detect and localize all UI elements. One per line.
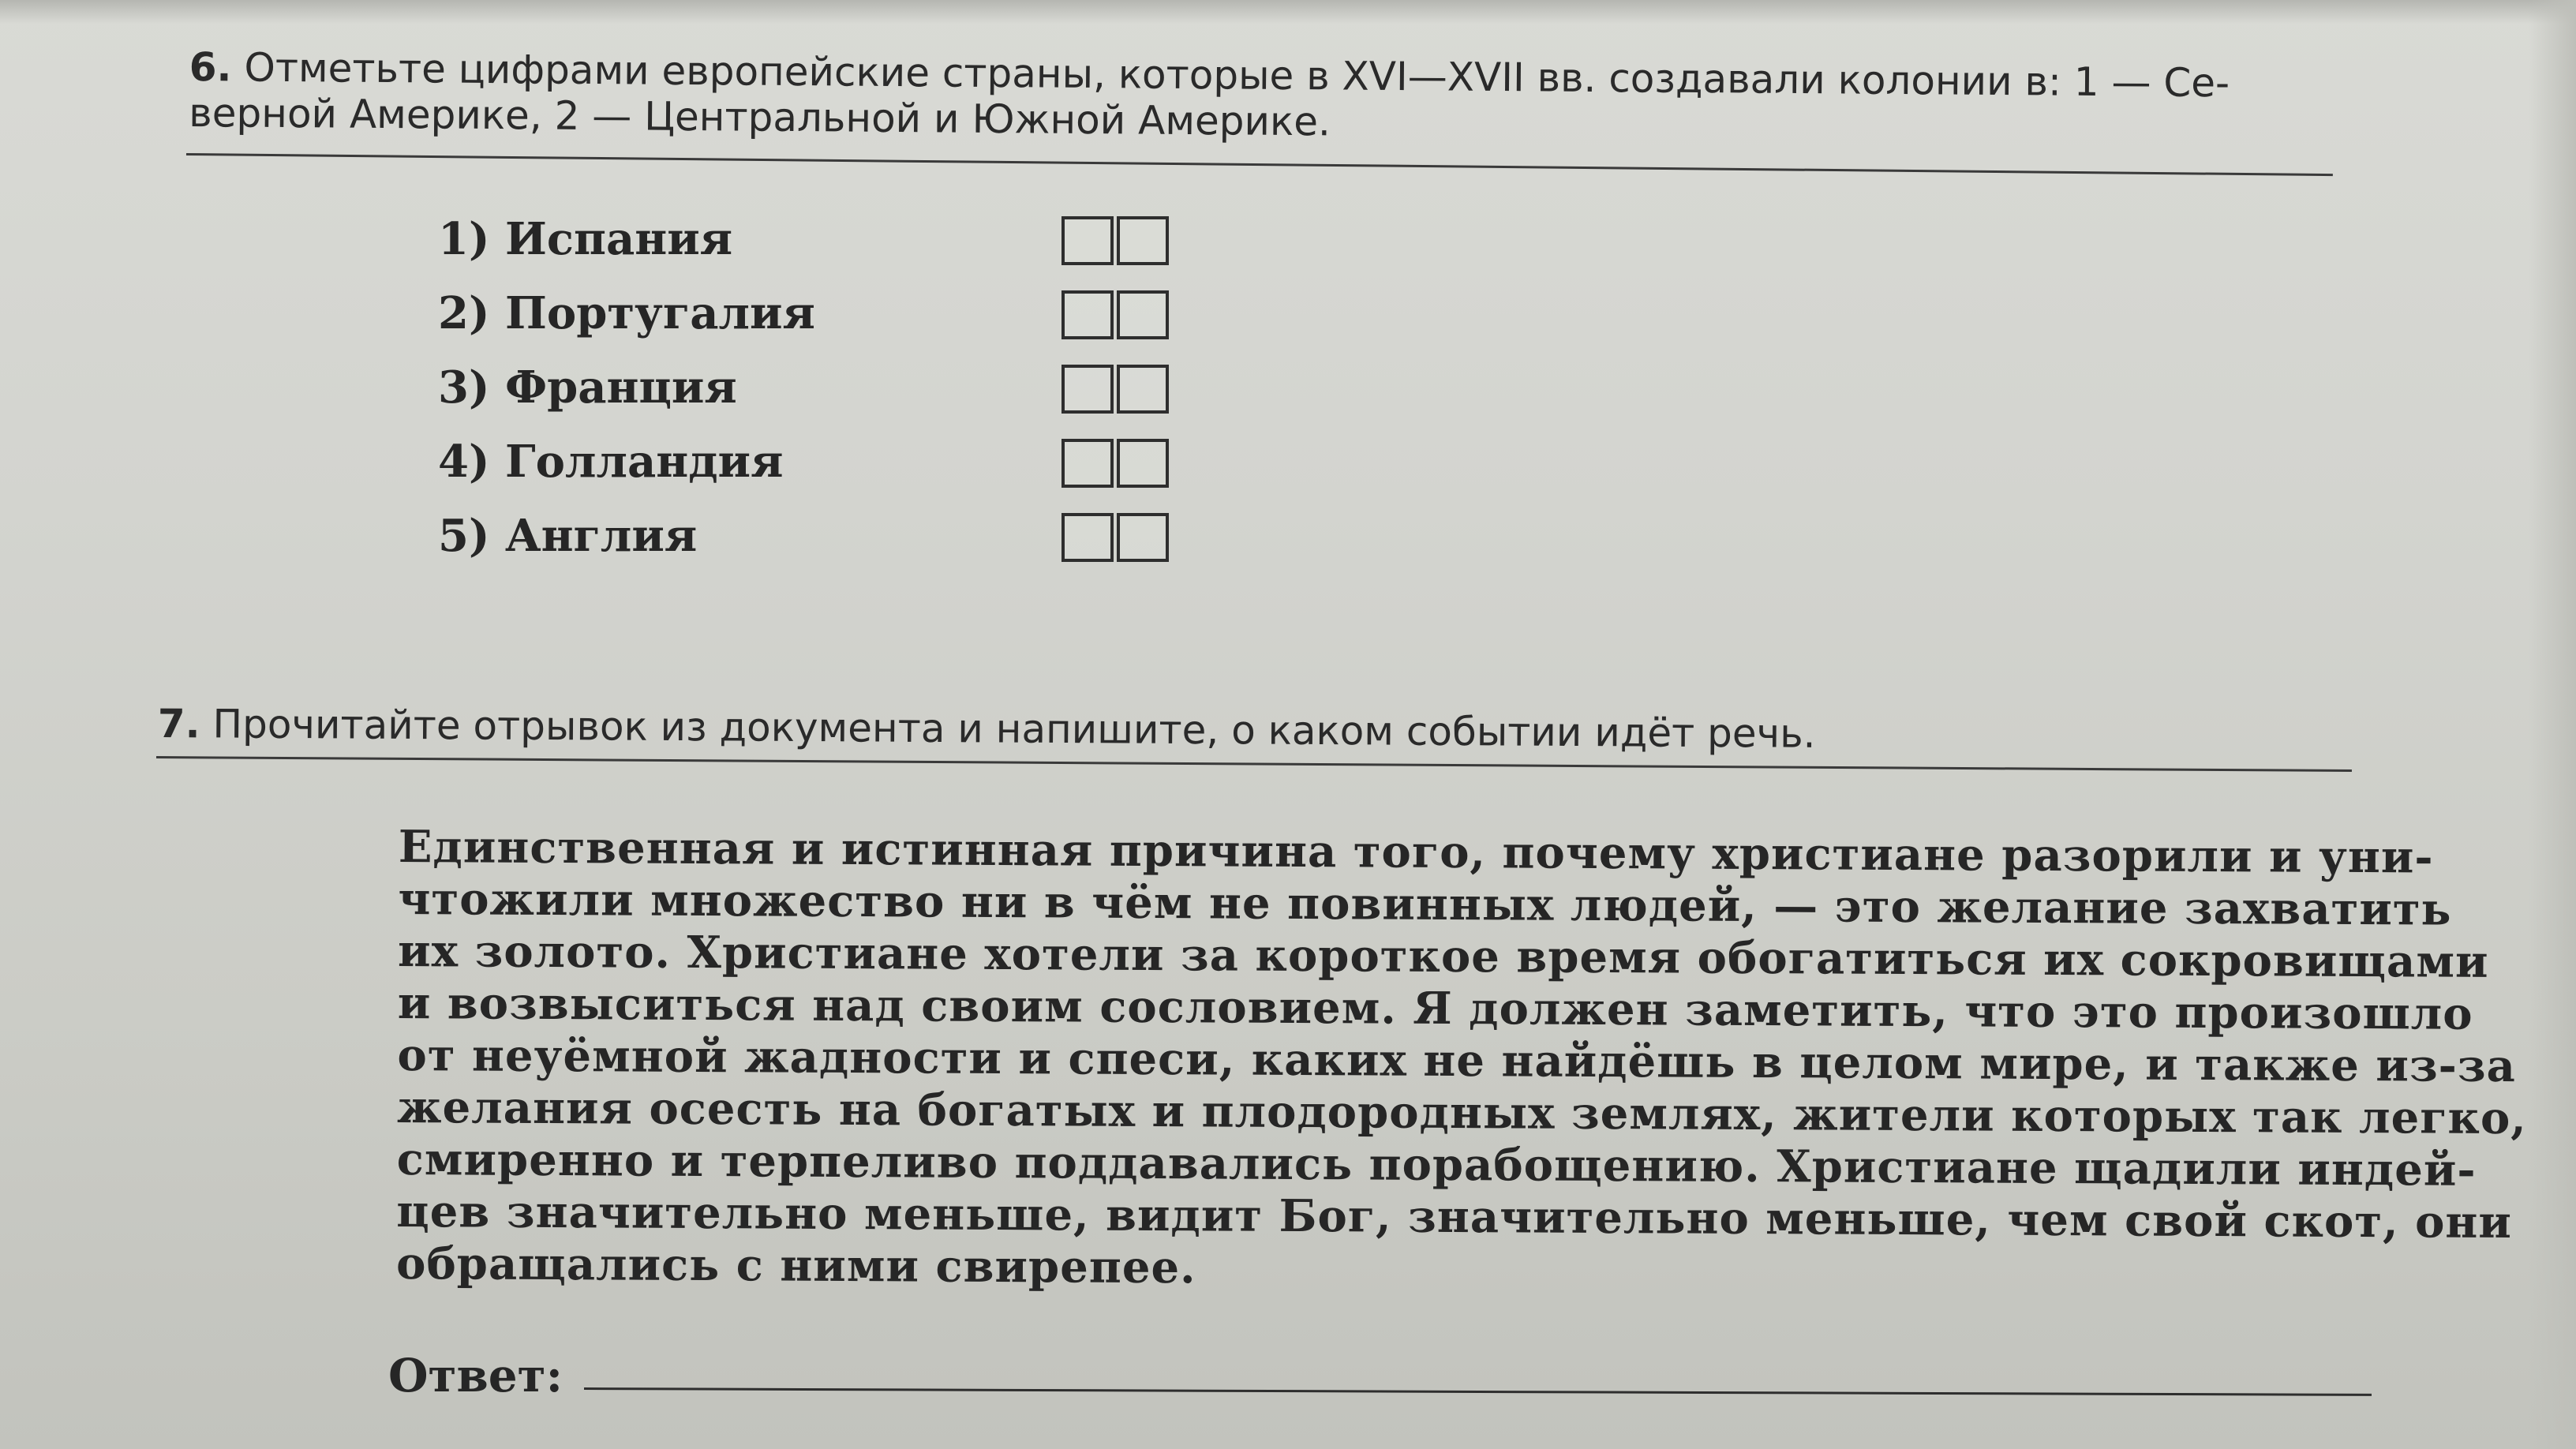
answer-box-1[interactable]	[1061, 513, 1114, 562]
list-item	[438, 510, 1227, 584]
answer-box-1[interactable]	[1061, 439, 1114, 488]
country-label: 4) Голландия	[438, 436, 784, 488]
excerpt-line: от неуёмной жадности и спеси, каких не найдёшь в целом мире, и также из-за	[397, 1028, 2517, 1093]
answer-box-2[interactable]	[1117, 290, 1169, 339]
task6-number: 6.	[189, 44, 232, 91]
answer-box-2[interactable]	[1117, 439, 1169, 488]
task6-text-line1: Отметьте цифрами европейские страны, которые в XVI—XVII вв. создавали колонии в: 1 — Се-	[244, 44, 2230, 107]
excerpt-line: и возвыситься над своим сословием. Я должен заметить, что это произошло	[397, 976, 2473, 1040]
answer-boxes	[1061, 290, 1169, 339]
excerpt-line: их золото. Христиане хотели за короткое время обогатиться их сокровищами	[397, 924, 2489, 988]
list-item	[438, 213, 1227, 287]
task6-country-list	[438, 213, 1227, 584]
answer-box-1[interactable]	[1061, 365, 1114, 414]
answer-label: Ответ:	[388, 1349, 564, 1402]
excerpt-line: цев значительно меньше, видит Бог, значительно меньше, чем свой скот, они	[396, 1185, 2513, 1249]
list-item	[438, 436, 1227, 510]
answer-box-1[interactable]	[1061, 290, 1114, 339]
answer-boxes	[1061, 216, 1169, 265]
excerpt-line: смиренно и терпеливо поддавались порабощению. Христиане щадили индей-	[396, 1133, 2477, 1196]
country-label: 2) Португалия	[438, 287, 815, 339]
task7-text: Прочитайте отрывок из документа и напишите, о каком событии идёт речь.	[212, 701, 1816, 757]
excerpt-line: Единственная и истинная причина того, почему христиане разорили и уни-	[398, 821, 2434, 884]
task7-prompt	[158, 701, 2352, 760]
answer-boxes	[1061, 365, 1169, 414]
task6-divider	[186, 153, 2333, 176]
excerpt-line: обращались с ними свирепее.	[395, 1237, 1196, 1294]
excerpt-line: желания осесть на богатых и плодородных землях, жители которых так легко,	[396, 1080, 2527, 1145]
list-item	[438, 287, 1227, 361]
answer-boxes	[1061, 513, 1169, 562]
answer-field[interactable]	[584, 1387, 2372, 1396]
task6-prompt	[189, 44, 2344, 152]
country-label: 5) Англия	[438, 510, 698, 562]
page-right-edge	[2529, 0, 2576, 1449]
answer-box-2[interactable]	[1117, 216, 1169, 265]
answer-box-1[interactable]	[1061, 216, 1114, 265]
answer-boxes	[1061, 439, 1169, 488]
excerpt-line: чтожили множество ни в чём не повинных людей, — это желание захватить	[398, 872, 2452, 936]
task7-divider	[156, 756, 2352, 772]
list-item	[438, 361, 1227, 436]
country-label: 1) Испания	[438, 213, 733, 265]
task6-text-line2: верной Америке, 2 — Центральной и Южной Америке.	[189, 89, 1331, 145]
document-excerpt	[395, 821, 2527, 1300]
country-label: 3) Франция	[438, 361, 737, 414]
answer-box-2[interactable]	[1117, 365, 1169, 414]
answer-box-2[interactable]	[1117, 513, 1169, 562]
task7-number: 7.	[157, 701, 200, 747]
page-top-shadow	[0, 0, 2576, 24]
